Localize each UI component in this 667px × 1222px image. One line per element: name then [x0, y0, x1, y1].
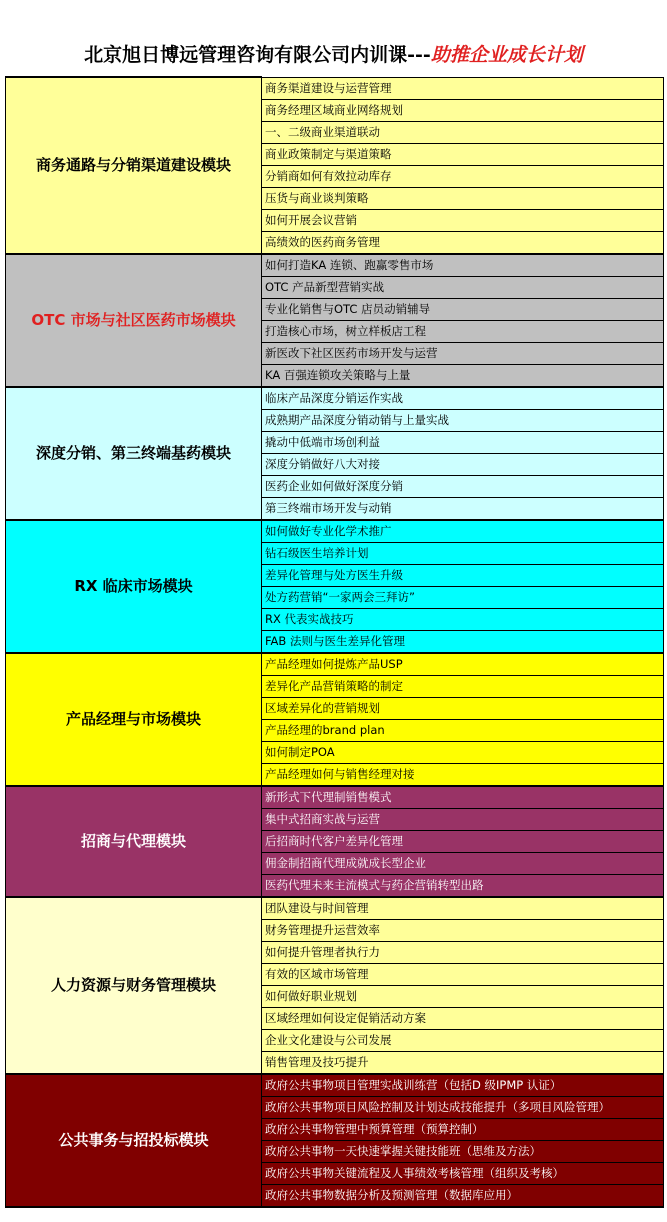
- course-row: [6, 1074, 664, 1097]
- course-row: [6, 786, 664, 809]
- module-name: 产品经理与市场模块: [6, 653, 262, 786]
- course-title: 如何打造KA 连锁、跑赢零售市场: [262, 254, 664, 277]
- course-table: [5, 76, 664, 1208]
- course-title: 医药代理未来主流模式与药企营销转型出路: [262, 874, 664, 897]
- module-name: 人力资源与财务管理模块: [6, 897, 262, 1074]
- course-row: [6, 387, 664, 410]
- course-title: KA 百强连锁攻关策略与上量: [262, 364, 664, 387]
- module-name: RX 临床市场模块: [6, 520, 262, 653]
- course-title: 团队建设与时间管理: [262, 897, 664, 920]
- course-title: 产品经理的brand plan: [262, 719, 664, 741]
- course-title: 高绩效的医药商务管理: [262, 231, 664, 254]
- course-title: 如何制定POA: [262, 741, 664, 763]
- title-accent: 助推企业成长计划: [430, 44, 583, 66]
- course-title: 区域差异化的营销规划: [262, 697, 664, 719]
- course-title: 处方药营销“一家两会三拜访”: [262, 586, 664, 608]
- course-title: 区域经理如何设定促销活动方案: [262, 1007, 664, 1029]
- course-title: 商业政策制定与渠道策略: [262, 143, 664, 165]
- course-title: 政府公共事物项目风险控制及计划达成技能提升（多项目风险管理）: [262, 1096, 664, 1118]
- course-row: [6, 254, 664, 277]
- course-row: [6, 897, 664, 920]
- course-title: 临床产品深度分销运作实战: [262, 387, 664, 410]
- course-title: 新形式下代理制销售模式: [262, 786, 664, 809]
- course-title: 压货与商业谈判策略: [262, 187, 664, 209]
- course-title: 商务渠道建设与运营管理: [262, 77, 664, 99]
- course-title: 撬动中低端市场创利益: [262, 431, 664, 453]
- course-title: 医药企业如何做好深度分销: [262, 475, 664, 497]
- course-title: 差异化产品营销策略的制定: [262, 675, 664, 697]
- course-row: [6, 653, 664, 676]
- course-title: FAB 法则与医生差异化管理: [262, 630, 664, 653]
- course-title: 政府公共事物项目管理实战训练营（包括D 级IPMP 认证）: [262, 1074, 664, 1097]
- course-title: 政府公共事物关键流程及人事绩效考核管理（组织及考核）: [262, 1162, 664, 1184]
- course-row: [6, 77, 664, 99]
- course-title: 钻石级医生培养计划: [262, 542, 664, 564]
- module-name: 深度分销、第三终端基药模块: [6, 387, 262, 520]
- course-title: 如何提升管理者执行力: [262, 941, 664, 963]
- course-title: 佣金制招商代理成就成长型企业: [262, 852, 664, 874]
- course-title: 如何开展会议营销: [262, 209, 664, 231]
- course-title: 专业化销售与OTC 店员动销辅导: [262, 298, 664, 320]
- course-row: [6, 520, 664, 543]
- course-title: 后招商时代客户差异化管理: [262, 830, 664, 852]
- course-title: 集中式招商实战与运营: [262, 808, 664, 830]
- module-name: OTC 市场与社区医药市场模块: [6, 254, 262, 387]
- course-title: 销售管理及技巧提升: [262, 1051, 664, 1074]
- course-title: OTC 产品新型营销实战: [262, 276, 664, 298]
- course-title: 有效的区域市场管理: [262, 963, 664, 985]
- module-name: 商务通路与分销渠道建设模块: [6, 77, 262, 254]
- course-title: 商务经理区域商业网络规划: [262, 99, 664, 121]
- course-title: 企业文化建设与公司发展: [262, 1029, 664, 1051]
- course-title: 政府公共事物管理中预算管理（预算控制）: [262, 1118, 664, 1140]
- course-title: 产品经理如何提炼产品USP: [262, 653, 664, 676]
- course-title: 财务管理提升运营效率: [262, 919, 664, 941]
- course-title: RX 代表实战技巧: [262, 608, 664, 630]
- course-title: 成熟期产品深度分销动销与上量实战: [262, 409, 664, 431]
- course-table-body: [6, 77, 664, 1207]
- course-title: 一、二级商业渠道联动: [262, 121, 664, 143]
- course-title: 如何做好专业化学术推广: [262, 520, 664, 543]
- course-title: 产品经理如何与销售经理对接: [262, 763, 664, 786]
- title-main: 北京旭日博远管理咨询有限公司内训课---: [84, 44, 431, 66]
- course-title: 差异化管理与处方医生升级: [262, 564, 664, 586]
- course-title: 分销商如何有效拉动库存: [262, 165, 664, 187]
- course-title: 政府公共事物数据分析及预测管理（数据库应用）: [262, 1184, 664, 1207]
- course-title: 深度分销做好八大对接: [262, 453, 664, 475]
- course-title: 如何做好职业规划: [262, 985, 664, 1007]
- course-title: 第三终端市场开发与动销: [262, 497, 664, 520]
- course-title: 新医改下社区医药市场开发与运营: [262, 342, 664, 364]
- course-title: 政府公共事物一天快速掌握关键技能班（思维及方法）: [262, 1140, 664, 1162]
- module-name: 公共事务与招投标模块: [6, 1074, 262, 1207]
- module-name: 招商与代理模块: [6, 786, 262, 897]
- page-title: [0, 40, 667, 67]
- course-title: 打造核心市场，树立样板店工程: [262, 320, 664, 342]
